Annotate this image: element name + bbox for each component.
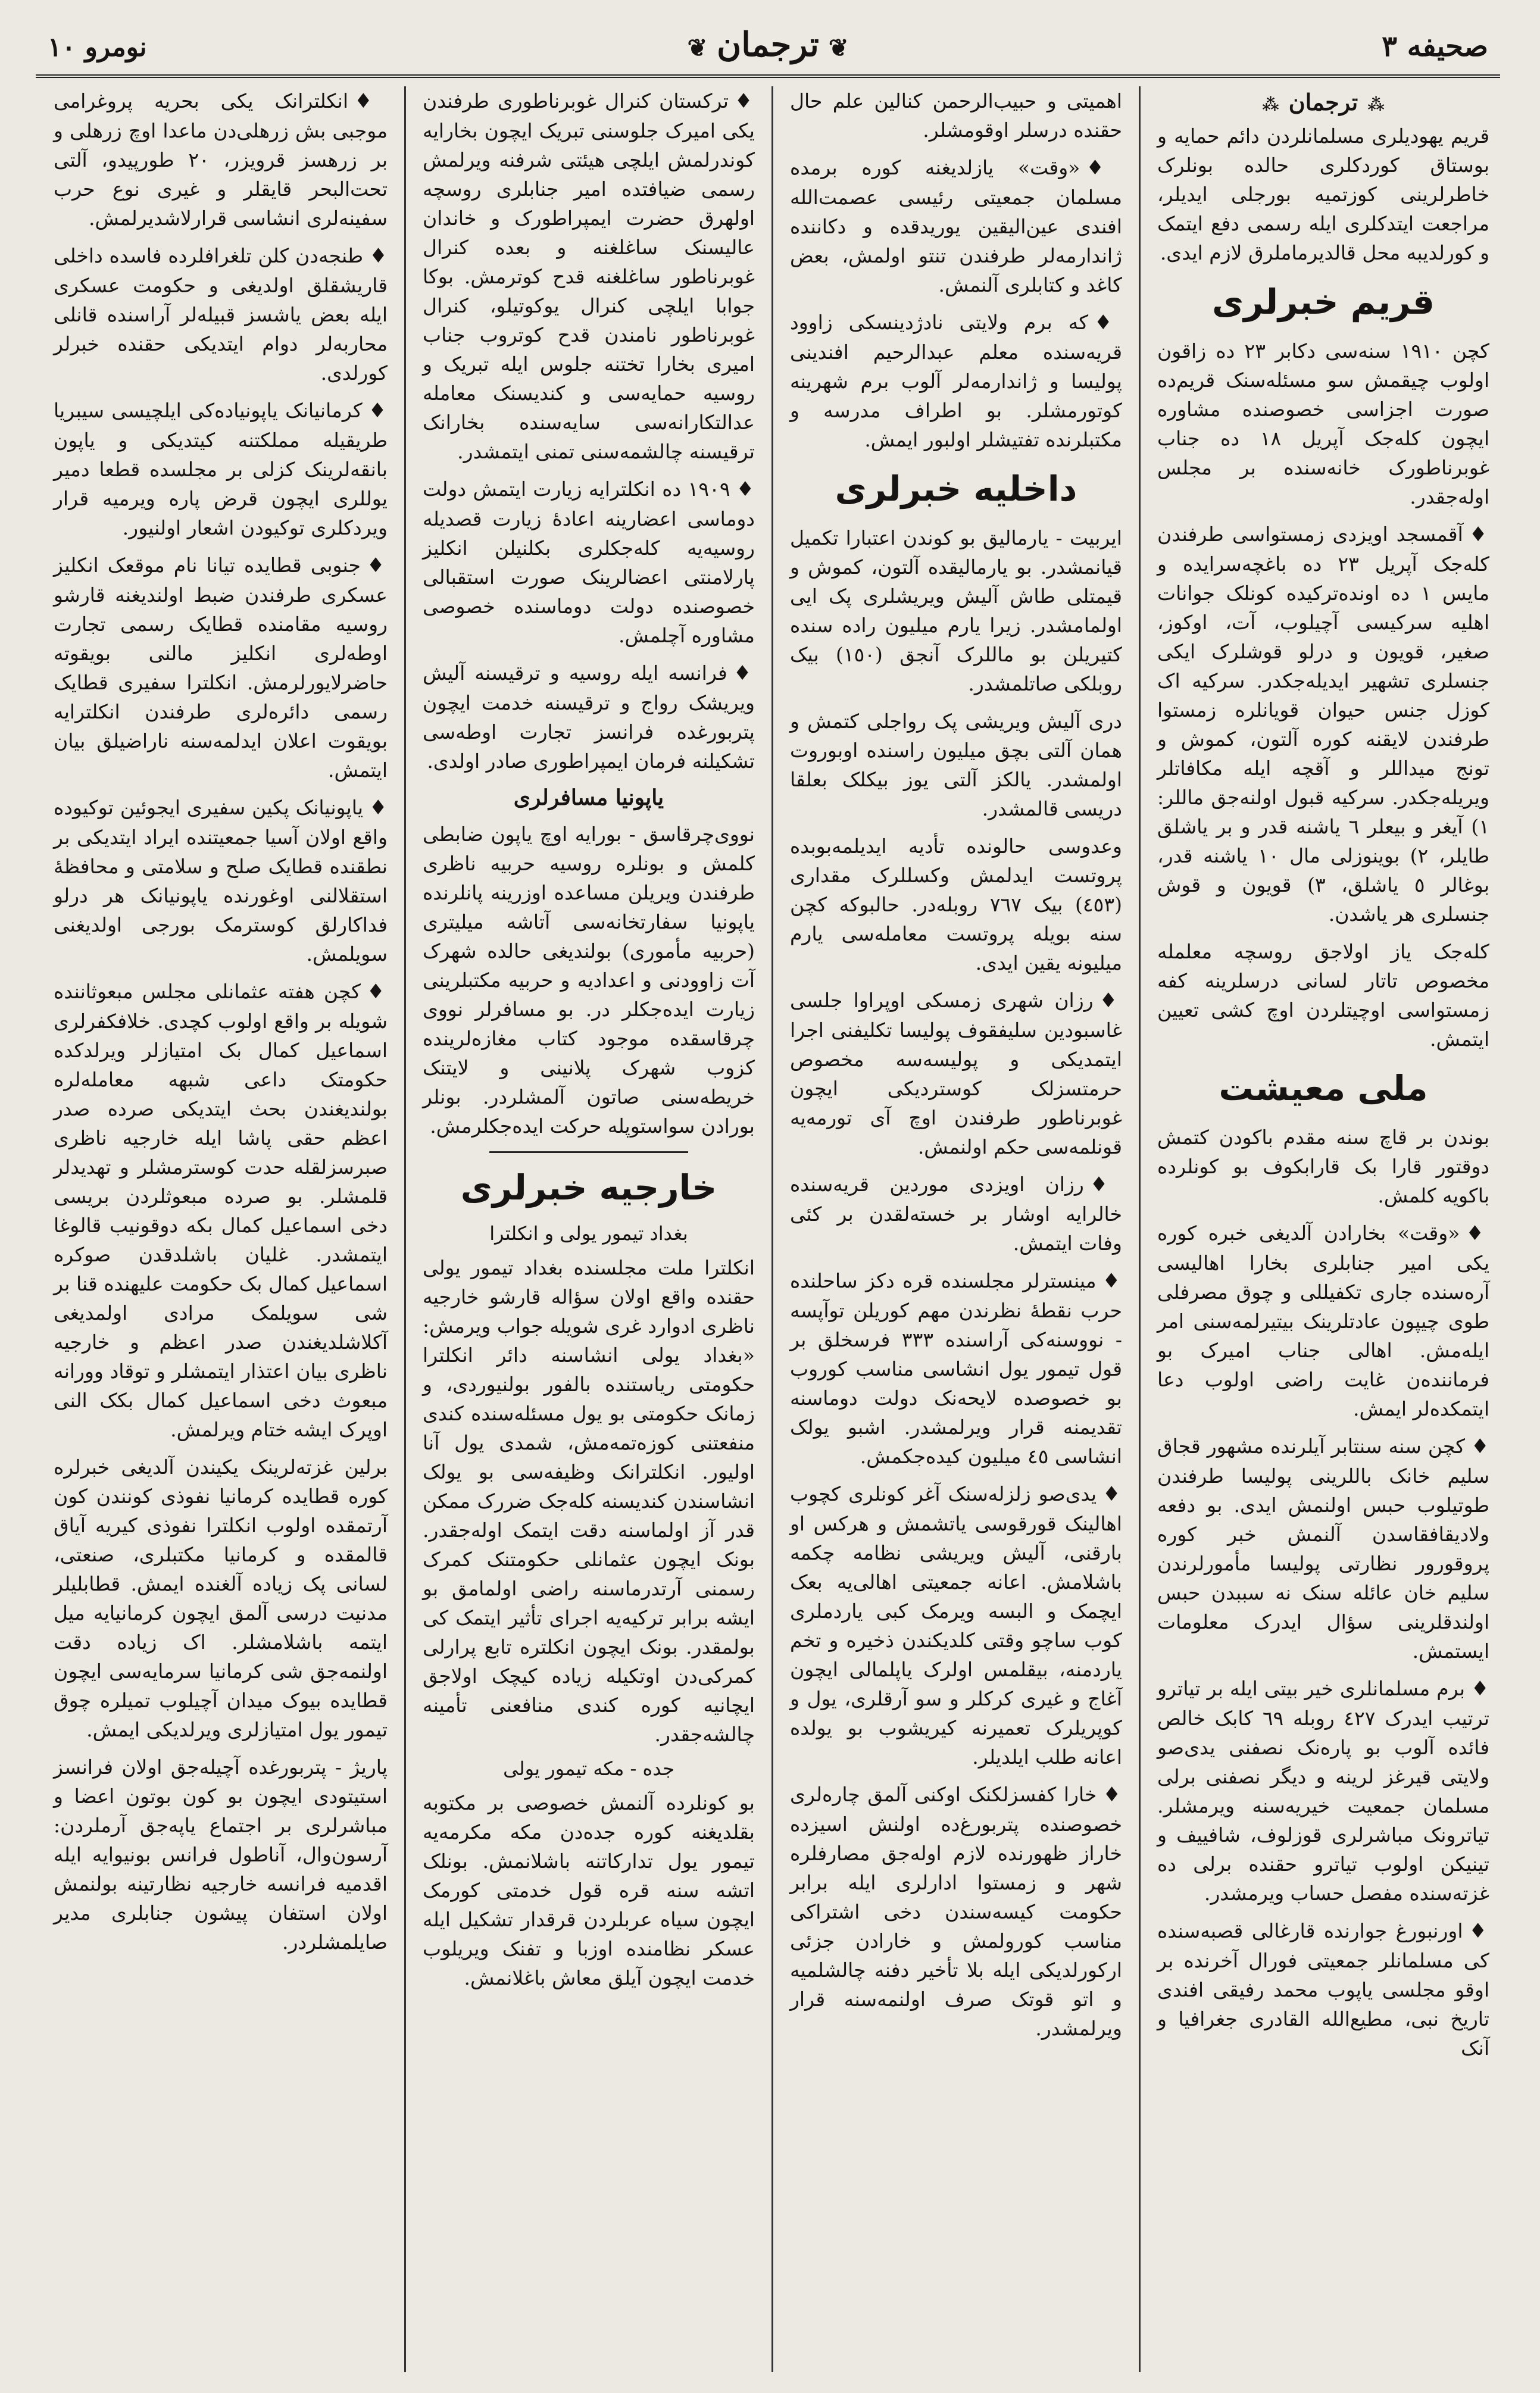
paragraph: برلین غزته‌لرینک یکیندن آلدیغی خبرلره کوره قطایده کرمانیا نفوذی کونندن کون آرتمقده اولوب انکلترا نفوذی کیریه آیاق قالمقده و کرمانیا مکتبلری، صنعتی، لسانی پک زیاده آلغنده ایمش. قطابلیلر مدنیت درسی آلمق ایچون کرمانیایه میل ایتمه باشلامشلر. اک زیاده دقت اولنمه‌جق شی کرمانیا سرمایه‌سی ایچون قطایده بیوک میدان آچیلوب تمیلره چوق تیمور یول امتیازلری ویرلدیکی ایمش. xyxy=(54,1455,388,1741)
paragraph: پاریژ - پتربورغده آچیله‌جق اولان فرانسز استیتودی ایچون بو کون بوتون اعضا و مباشرلری بر اجتماع یاپه‌جق آرملردن: آرسون‌وال، آناطول فرانس بونیوایه ایله اقدمیه فرانسه خارجیه نظارتینه بولنمش اولان استفان پیشون جنابلری مدیر صایلمشلردر. xyxy=(54,1755,388,1954)
paragraph: ایربیت - یارمالیق بو کوندن اعتبارا تکمیل قیانمشدر. بو یارمالیقده آلتون، کموش و قیمتلی طاش آلیش ویریشلری پک ایی اولمامشدر. زیرا یارم میلیون راده سنده کتیریلن بو ماللرک آنجق (١٥٠) بیک روبلکی صاتلمشدر. xyxy=(790,526,1122,695)
news-item: ♦ رزان شهری زمسکی اوپراوا جلسی غاسبودین سلیفقوف پولیسا تکلیفنی اجرا ایتمدیکی و پولیسه‌سه مخصوص حرمتسزلک کوستردیکی ایچون غوبرناطور طرفندن اوچ آی تورمه‌یه قونلمه‌سی حکم اولنمش. xyxy=(790,986,1122,1161)
issue-number: نومرو ١٠ xyxy=(48,32,147,63)
paragraph: دری آلیش ویریشی پک رواجلی کتمش و همان آلتی بچق میلیون راسنده اوبوروت اولمشدر. یالکز آلتی یوز بیکلک بعلقا دریسی قالمشدر. xyxy=(790,710,1122,820)
newspaper-title: ❦ ترجمان ❦ xyxy=(654,21,882,68)
news-item: ♦ برم مسلمانلری خیر بیتی ایله بر تیاترو ترتیب ایدرک ٤٢٧ روبله ٦٩ کابک خالص فائده آلوب بو پاره‌نک نصفنی یدی‌صو ولایتی قیرغز لرینه و دیگر نصفنی برلی مسلمان جمعیت خیریه‌سنه ویرمشلر. تیاترونک مباشرلری قوزلوف، شافییف و تینیکن اولوب تیاترو حقنده برلی ده غزته‌سنده مفصل حساب ویرمشدر. xyxy=(1157,1674,1489,1908)
news-item: ♦ ترکستان کنرال غوبرناطوری طرفندن یکی امیرک جلوسنی تبریک ایچون بخارایه کوندرلمش ایلچی هیئتی شرفنه ویرلمش رسمی ضیافتده امیر جنابلری روسچه اولهرق حضرت ایمپراطورک و خاندان عالیسنک ساغلغنه و بعده کنرال غوبرناطور ساغلغنه قدح کوترمش. بوکا جوابا ایلچی کنرال یوکوتیلو، کنرال غوبرناطور نامندن قدح کوتروب جناب امیری بخارا تختنه جلوس ایله تبریک و روسیه حمایه‌سی و کندیسنک معامله عدالتکارانه‌سی سایه‌سنده بخارانک ترقیسنه چالشمه‌سنی تمنی ایتمشدر. xyxy=(423,86,755,466)
news-item: ♦ کچن سنه سنتابر آیلرنده مشهور قجاق سلیم خانک باللرینی پولیسا طرفندن طوتیلوب حبس اولنمش ایدی. بو دفعه ولادیقافقاسدن آلنمش خبر کوره پروقورور نظارتی پولیسا مأمورلرندن سلیم خان عائله سنک نه سببدن حبس اولندقلرینی سؤال ایدرک معلومات ایستمش. xyxy=(1157,1432,1489,1666)
paragraph: نووی‌چرقاسق - بورایه اوچ یاپون ضابطی کلمش و بونلره روسیه حربیه ناظری طرفندن ویریلن مساعده اوزرینه پانلرنده یاپونیا سفارتخانه‌سی آتاشه میلیتری (حربیه مأموری) بولندیغی حالده شهرک آت زاوودنی و اعدادیه و حربیه مکتبلرینی زیارت ایده‌جکلر در. بو مسافرلر نووی چرقاسقده موجود کتاب مغازه‌لرینده کزوب شهرک پلانینی و لایتنک خریطه‌سنی صاتون آلمشلردر. بونلر بورادن سواستوپله حرکت ایده‌جکلرمش. xyxy=(423,823,755,1138)
paragraph: اهمیتی و حبیب‌الرحمن کنالین علم حال حقنده درسلر اوقومشلر. xyxy=(790,89,1122,142)
news-item: ♦ آقمسجد اویزدی زمستواسی طرفندن کله‌جک آپریل ٢٣ ده باغچه‌سرایده و مایس ١ ده اونده‌ترکیده کونلک جوانات اهلیه سرکیسی آچیلوب، آت، اوکوز، صغیر، قویون و درلو قوشلرک ایکی جنسلری تشهیر ایدیله‌جکدر. سرکیه اک کوزل جنس حیوان قویانلره زمستوا طرفندن لایقنه کوره آلتون، کموش و تونج میداللر و آقچه ایله مکافاتلر ویریله‌جکدر. سرکیه قبول اولنه‌جق ماللر: ١) آیغر و بیعلر ٦ یاشنه قدر و بر یاشلق طایلر، ٢) بوینوزلی مال ١٠ یاشنه قدر، بوغالر ٥ یاشلق، ٣) قویون و قوش جنسلری هر یاشدن. xyxy=(1157,520,1489,929)
column-3 xyxy=(404,86,771,2372)
news-item: ♦ یاپونیانک پکین سفیری ایجوئین توکیوده واقع اولان آسیا جمعیتنده ایراد ایتدیکی بر نطقنده قطایک صلح و سلامتی و محافظهٔ استقلالنی اوغورنده یاپونیانک هر درلو فداکارلق کوسترمک بورجی اولدیغنی سویلمش. xyxy=(54,793,388,969)
dateline: جده - مکه تیمور یولی xyxy=(503,1757,674,1780)
paragraph: بوندن بر قاچ سنه مقدم باکودن کتمش دوقتور قارا بک قارابکوف بو کونلرده باکویه کلمش. xyxy=(1157,1126,1489,1207)
article-columns xyxy=(36,86,1506,2372)
news-item: ♦ مینسترلر مجلسنده قره دکز ساحلنده حرب نقطهٔ نظرندن مهم کوریلن توآپسه - نووسنه‌کی آراسنده ٣٣٣ فرسخلق بر قول تیمور یول انشاسی مناسب کوروب بو خصوصده لایحه‌نک دولت دوماسنه تقدیمنه قرار ویرلمشدر. اشبو یولک انشاسی ٤٥ میلیون کیده‌جکمش. xyxy=(790,1266,1122,1471)
news-item: ♦ کرمانیانک یاپونیاده‌کی ایلچیسی سیبریا طریقیله مملکتنه کیتدیکی و یاپون بانقه‌لرینک کزلی بر مجلسده قطعا دمیر یوللری ایچون قرض پاره ویرمیه قرار ویردکلری توکیودن اشعار اولنیور. xyxy=(54,396,388,542)
news-item: ♦ که برم ولایتی نادژدینسکی زاوود قریه‌سنده معلم عبدالرحیم افندینی پولیسا و ژاندارمه‌لر آلوب برم شهرینه کوتورمشلر. بو اطراف مدرسه و مکتبلرنده تفتیشلر اولبور ایمش. xyxy=(790,308,1122,454)
paragraph: کله‌جک یاز اولاجق روسچه معلمله مخصوص تاتار لسانی درسلرینه کفه زمستواسی اوچیتلردن اوچ کشی تعیین ایتمش. xyxy=(1157,940,1489,1051)
news-item: ♦ «وقت» یازلدیغنه کوره برمده مسلمان جمعیتی رئیسی عصمت‌الله افندی عین‌الیقین یوریدقده و دکاننده ژاندارمه‌لر طرفندن تنتو اولمش، بعض کاغد و کتابلری آلنمش. xyxy=(790,153,1122,299)
news-item: ♦ «وقت» بخارادن آلدیغی خبره کوره یکی امیر جنابلری بخارا اهالیسی آره‌سنده جاری تکفیللی و چوق مصرفلی طوی چیپون عادتلرینک بیتیرلمه‌سنی امر ایله‌مش. اهالی جناب امیرک بو فرماننده‌ن غایت راضی اولوب دعا ایتمکده‌لر ایمش. xyxy=(1157,1219,1489,1423)
news-item: ♦ فرانسه ایله روسیه و ترقیسنه آلیش ویریشک رواج و ترقیسنه خدمت ایچون پتربورغده فرانسز تجارت اوطه‌سی تشکیلنه فرمان ایمپراطوری صادر اولدی. xyxy=(423,658,755,776)
section-heading: ملی معیشت xyxy=(1219,1068,1428,1108)
news-item: ♦ رزان اویزدی موردین قریه‌سنده خالرایه اوشار بر خسته‌لقدن بر کئی وفات ایتمش. xyxy=(790,1170,1122,1258)
column-4 xyxy=(37,86,404,2372)
column-2 xyxy=(771,86,1139,2372)
section-heading: قریم خبرلری xyxy=(1211,282,1435,322)
section-heading: خارجیه خبرلری xyxy=(460,1167,717,1208)
paragraph: انکلترا ملت مجلسنده بغداد تیمور یولی حقنده واقع اولان سؤاله قارشو خارجیه ناظری ادوارد غری شویله جواب ویرمش: «بغداد یولی انشاسنه دائر انکلترا حکومتی ریاستنده بالفور بولنیوردی، و زمانک حکومتی بو یول مسئله‌سنده کندی منفعتنی کوزه‌تمه‌مش، شمدی یول آنا اولیور. انکلترانک وظیفه‌سی بو یولک انشاسندن کندیسنه کله‌جک ضررک ممکن قدر آز اولماسنه دقت ایتمک اوله‌جقدر. بونک ایچون عثمانلی حکومتنک کمرک رسمنی آرتدرماسنه راضی اولمامق بو ایشه برابر ترکیه‌یه اجرای تأثیر ایتمک کی بولمقدر. بونک ایچون انکلتره تابع پرارلی کمرکی‌دن اوتکیله زیاده کیچک اولاجق ایچانیه کوره کندی منافعنی تأمینه چالشه‌جقدر. xyxy=(423,1256,755,1746)
paragraph: بو کونلرده آلنمش خصوصی بر مکتوبه بقلدیغنه کوره جده‌دن مکه مکرمه‌یه تیمور یول تدارکاتنه باشلانمش. بونلک اتشه سنه قره قول خدمتی کورمک ایچون سیاه عربلردن قرقدار تشکیل ایله عسکر نظامنده اوزبا و تفنک ویریلوب خدمت ایچون آیلق معاش باغلانمش. xyxy=(423,1791,755,1989)
page-number: صحیفه ٣ xyxy=(1382,30,1488,63)
section-tag: ⁂ ترجمان ⁂ xyxy=(1157,89,1489,115)
paragraph: قریم یهودیلری مسلمانلردن دائم حمایه و بوستاق کوردکلری حالده بونلرک خاطرلرینی کوزتمیه بورجلی ایدیلر، مراجعت ایتدکلری ایله رسمی دفع ایتمک و کورلدیبه محل قالدیرماملرق لازم ایدی. xyxy=(1157,124,1489,264)
news-item: ♦ ١٩٠٩ ده انکلترا‌یه زیارت ایتمش دولت دوماسی اعضارینه اعادهٔ زیارت قصدیله روسیه‌یه کله‌جکلری بکلنیلن انکلیز پارلامنتی اعضالرینک صورت استقبالی خصوصنده دولت دوماسنده خصوصی مشاوره آچلمش. xyxy=(423,474,755,650)
subheading: یاپونیا مسافرلری xyxy=(513,785,664,810)
divider xyxy=(489,1151,689,1153)
news-item: ♦ کچن هفته عثمانلی مجلس مبعوثاننده شویله بر واقع اولوب کچدی. خلافکفرلری اسماعیل کمال بک امتیازلر ویرلدکده حکومتک داعی شبهه معامله‌لره بولندیغندن بحث ایتدیکی صرده صدر اعظم حقی پاشا ایله خارجیه ناظری صبرسزلقله حدت کوسترمشلر و تهدیدلر قلمشلر. بو صرده مبعوثلردن بریسی دخی اسماعیل کمال بکه دوقونیب قالوغا ایتمشدر. غلیان باشلدقدن صوکره اسماعیل کمال بک حکومت علیهنده قنا بر شی سویلمک مرادی اولمدیغی آکلاشلدیغندن صدر اعظم و خارجیه ناظری بیان اعتذار ایتمشلر و توقاد وورانه مبعوث دخی اسماعیل کمال بکک النی اوپرک ایشه ختام ویرلمش. xyxy=(54,977,388,1444)
news-item: ♦ یدی‌صو زلزله‌سنک آغر کونلری کچوب اهالینک قورقوسی یاتشمش و هرکس او بارقنی، آلیش ویریشی نظامه چکمه باشلامش. اعانه جمعیتی اهالی‌یه بعک ایچمک و البسه ویرمک کبی یاردملری کوب ساچو وقتی کلدیکندن ذخیره و تخم یاردمنه، بیقلمس اولرک یاپلمالی ایچون آغاج و غیری کرکلر و سو آرقلری، یول و کوپریلرک تعمیرنه کیریشوب بو یولده اعانه طلب ایلدیلر. xyxy=(790,1479,1122,1772)
news-item: ♦ خارا کفسزلکنک اوکنی آلمق چاره‌لری خصوصنده پتربورغ‌ده اولنش اسیزده خاراز ظهورنده لازم اوله‌جق مصارفلره شهر و زمستوا ادارلری ایله برابر حکومت کیسه‌سندن دخی اشتراکی مناسب کورولمش و خارادن جزئی ارکورلدیکی ایله بلا تأخیر دفنه چالشلمیه و اتو قوتک صرف اولنمه‌سنه قرار ویرلمشدر. xyxy=(790,1780,1122,2043)
news-item: ♦ انکلترانک یکی بحریه پروغرامی موجبی بش زرهلی‌دن ماعدا اوچ زرهلی و بر زرهسز قرویزر، ٢٠ طورپیدو، آلتی تحت‌البحر قایقلر و غیری نوع حرب سفینه‌لری انشاسی قرارلاشدیرلمش. xyxy=(54,86,388,233)
section-heading: داخلیه خبرلری xyxy=(835,468,1077,509)
column-1 xyxy=(1139,86,1506,2372)
news-item: ♦ طنجه‌دن کلن تلغرافلرده فاسده داخلی قاریشقلق اولدیغی و حکومت عسکری ایله بعض یاشسز قبیله‌لر آراسنده قانلی محاربه‌لر دوام ایتدیکی حقنده خبرلر کورلدی. xyxy=(54,241,388,388)
paragraph: کچن ١٩١٠ سنه‌سی دکابر ٢٣ ده زاقون اولوب چیقمش سو مسئله‌سنک قریم‌ده صورت اجزاسی خصوصنده مشاوره ایچون کله‌جک آپریل ١٨ ده جناب غوبرناطورک خانه‌سنده بر مجلس اوله‌جقدر. xyxy=(1157,339,1489,508)
dateline: بغداد تیمور یولی و انکلترا xyxy=(489,1222,688,1245)
news-item: ♦ جنوبی قطایده تیانا نام موقعک انکلیز عسکری طرفندن ضبط اولندیغنه قارشو روسیه مقامنده قطایک رسمی تجارت اوطه‌لری انکلیز مالنی بویقوته حاضرلایورلرمش. انکلترا سفیری قطایک رسمی دائره‌لری طرفندن انکلترایه بویقوت اعلان ایدلمه‌سنه ناراضیلق بیان ایتمش. xyxy=(54,551,388,785)
masthead xyxy=(36,18,1500,78)
paragraph: وعدوسی حالونده تأدیه ایدیلمه‌بوبده پروتست ایدلمش وکسللرک مقداری (٤٥٣) بیک ٧٦٧ روبله‌در. حالبوکه کچن سنه بویله پروتست معامله‌سی یارم میلیونه یقین ایدی. xyxy=(790,835,1122,974)
news-item: ♦ اورنبورغ جوارنده قارغالی قصبه‌سنده کی مسلمانلر جمعیتی فورال آخرنده بر اوقو مجلسی یاپوب محمد رفیقی افندی تاریخ نبی، مطیع‌الله القادری جغرافیا و آنک xyxy=(1157,1916,1489,2063)
